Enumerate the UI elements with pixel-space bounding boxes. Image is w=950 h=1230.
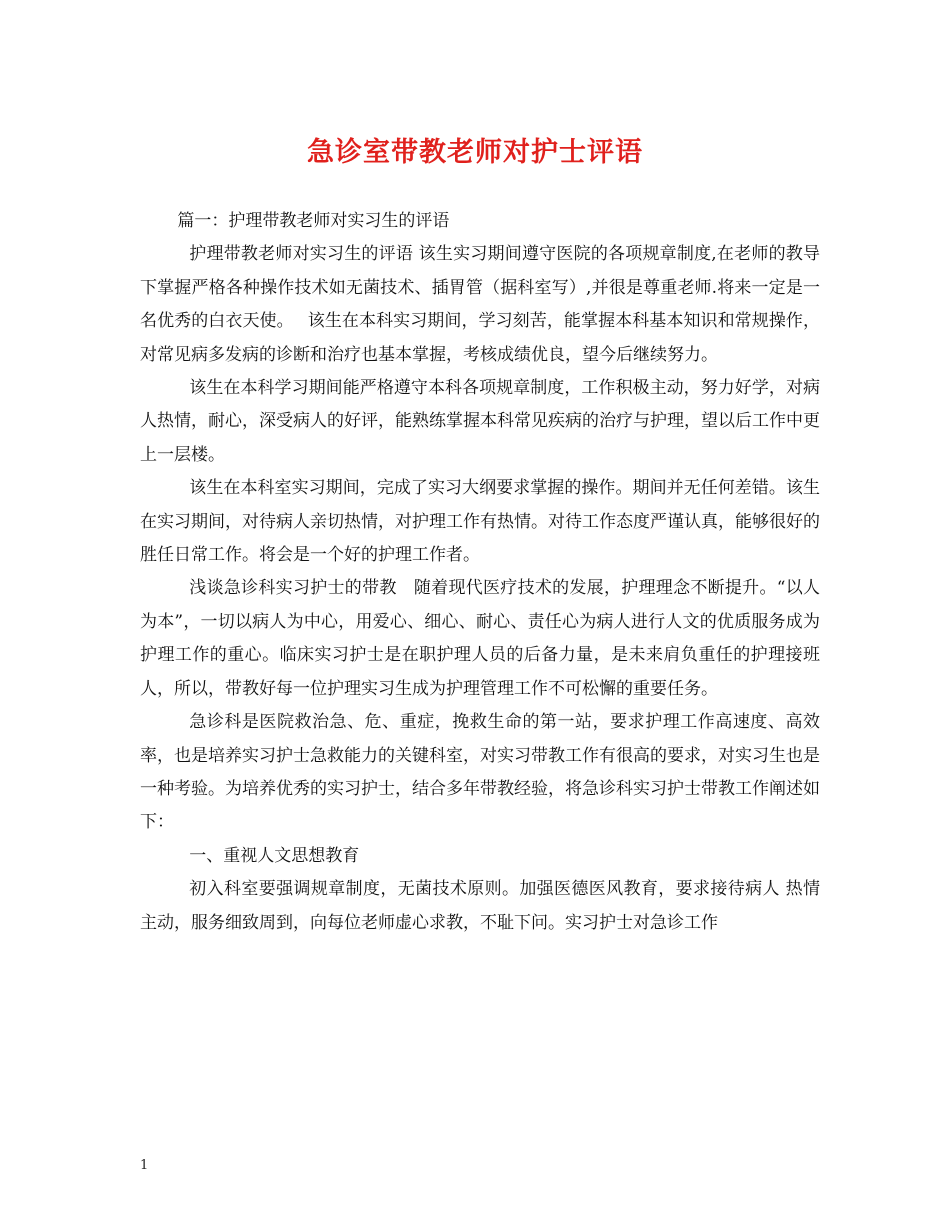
paragraph: 该生在本科学习期间能严格遵守本科各项规章制度，工作积极主动，努力好学，对病人热情，耐心，深受病人的好评，能熟练掌握本科常见疾病的治疗与护理，望以后工作中更上一层楼。 xyxy=(140,378,820,465)
page-number: 1 xyxy=(140,1158,149,1173)
subheading: 一、重视人文思想教育 xyxy=(189,845,360,866)
section-heading: 篇一：护理带教老师对实习生的评语 xyxy=(177,211,450,231)
paragraph: 护理带教老师对实习生的评语 该生实习期间遵守医院的各项规章制度,在老师的教导下掌握严格各种操作技术如无菌技术、插胃管（据科室写）,并很是尊重老师.将来一定是一名优秀的白衣天使。 该生在本科实习期间，学习刻苦，能掌握本科基本知识和常规操作，对常见病多发病的诊断和治疗也基本掌握，考核成绩优良，望今后继续努力。 xyxy=(140,244,820,365)
paragraph: 初入科室要强调规章制度，无菌技术原则。加强医德医风教育，要求接待病人 热情主动，服务细致周到，向每位老师虚心求教，不耻下问。实习护士对急诊工作 xyxy=(140,879,820,933)
document-title: 急诊室带教老师对护士评语 xyxy=(307,137,643,168)
document-body xyxy=(140,205,820,940)
paragraph: 急诊科是医院救治急、危、重症，挽救生命的第一站，要求护理工作高速度、高效率，也是培养实习护士急救能力的关键科室，对实习带教工作有很高的要求，对实习生也是一种考验。为培养优秀的实习护士，结合多年带教经验，将急诊科实习护士带教工作阐述如下： xyxy=(140,712,820,833)
paragraph: 该生在本科室实习期间，完成了实习大纲要求掌握的操作。期间并无任何差错。该生在实习期间，对待病人亲切热情，对护理工作有热情。对待工作态度严谨认真，能够很好的胜任日常工作。将会是一个好的护理工作者。 xyxy=(140,478,820,566)
paragraph: 浅谈急诊科实习护士的带教 随着现代医疗技术的发展，护理理念不断提升。“以人为本”，一切以病人为中心，用爱心、细心、耐心、责任心为病人进行人文的优质服务成为护理工作的重心。临床实习护士是在职护理人员的后备力量，是未来肩负重任的护理接班人，所以，带教好每一位护理实习生成为护理管理工作不可松懈的重要任务。 xyxy=(140,578,820,699)
